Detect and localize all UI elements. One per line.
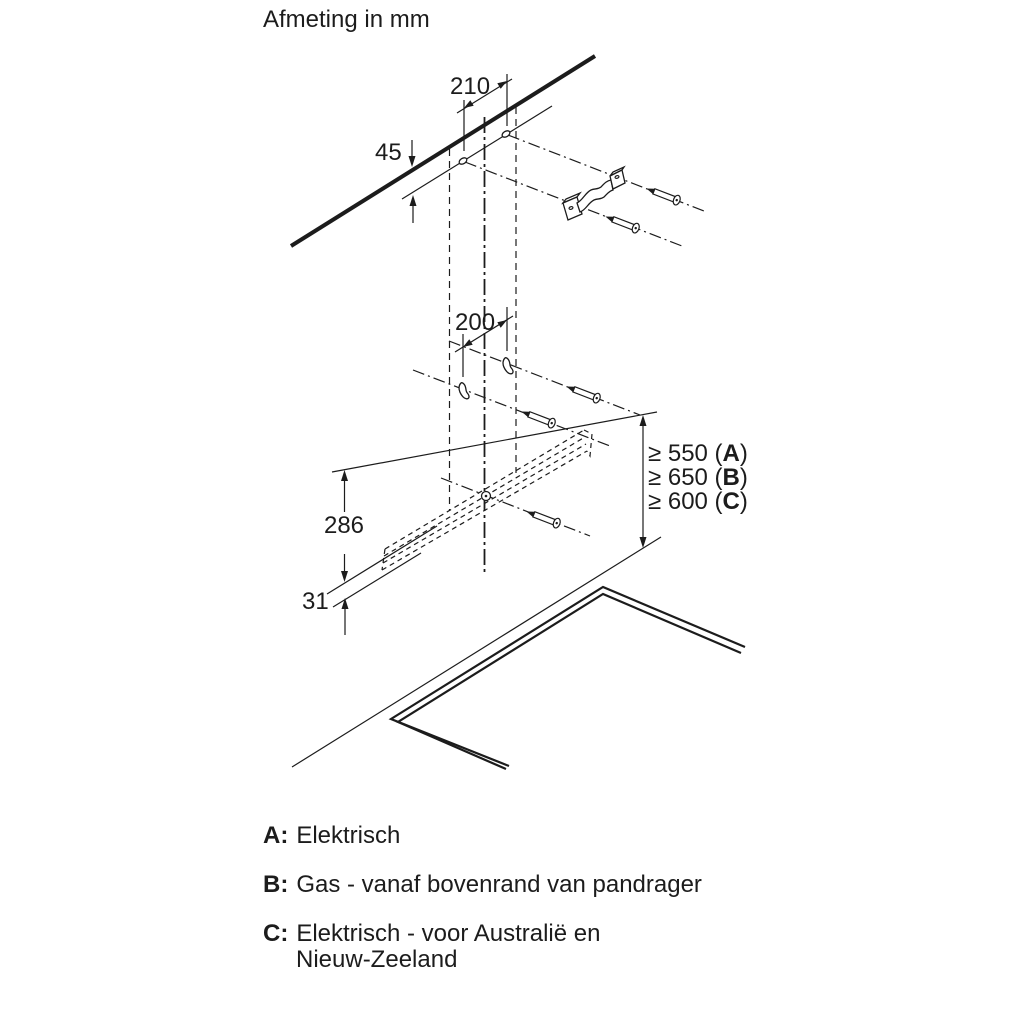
dimension-31-value: 31: [302, 588, 329, 615]
legend-item-c: C: Elektrisch - voor Australië en: [263, 920, 601, 947]
dimension-210-value: 210: [450, 73, 491, 100]
screw: [525, 507, 562, 529]
screw: [520, 407, 557, 429]
clearance-b: ≥ 650 (B): [648, 464, 748, 491]
center-hole-axis-line: [441, 478, 590, 536]
hood-bottom-line: [332, 412, 657, 472]
dimension-200-value: 200: [455, 309, 496, 336]
screw: [645, 184, 682, 206]
screw: [604, 212, 641, 234]
hob-outline: [391, 587, 745, 769]
mounting-hole: [501, 129, 511, 138]
clearance-a: ≥ 550 (A): [648, 440, 748, 467]
clearance-c: ≥ 600 (C): [648, 488, 748, 515]
right-hook-axis-line: [449, 341, 640, 415]
hanging-hook: [502, 357, 514, 375]
legend-item-a: A: Elektrisch: [263, 822, 401, 849]
diagram-title: Afmeting in mm: [263, 6, 430, 33]
dimension-286-value: 286: [323, 512, 365, 539]
legend-item-c-line2: Nieuw-Zeeland: [296, 946, 458, 973]
left-hook-axis-line: [413, 370, 610, 446]
clearance-dimension: [640, 415, 748, 548]
hanging-hook: [458, 382, 470, 400]
legend: [263, 822, 702, 973]
drill-reference-line: [402, 106, 552, 199]
dimension-45-value: 45: [375, 139, 402, 166]
legend-item-b: B: Gas - vanaf bovenrand van pandrager: [263, 871, 702, 898]
mounting-hole: [458, 156, 468, 165]
dimension-286: [324, 470, 364, 582]
screw: [565, 382, 602, 404]
rail-center-hole-dot: [485, 495, 488, 498]
dimension-31: [302, 588, 349, 635]
hood-lip-lower-line: [333, 553, 421, 607]
